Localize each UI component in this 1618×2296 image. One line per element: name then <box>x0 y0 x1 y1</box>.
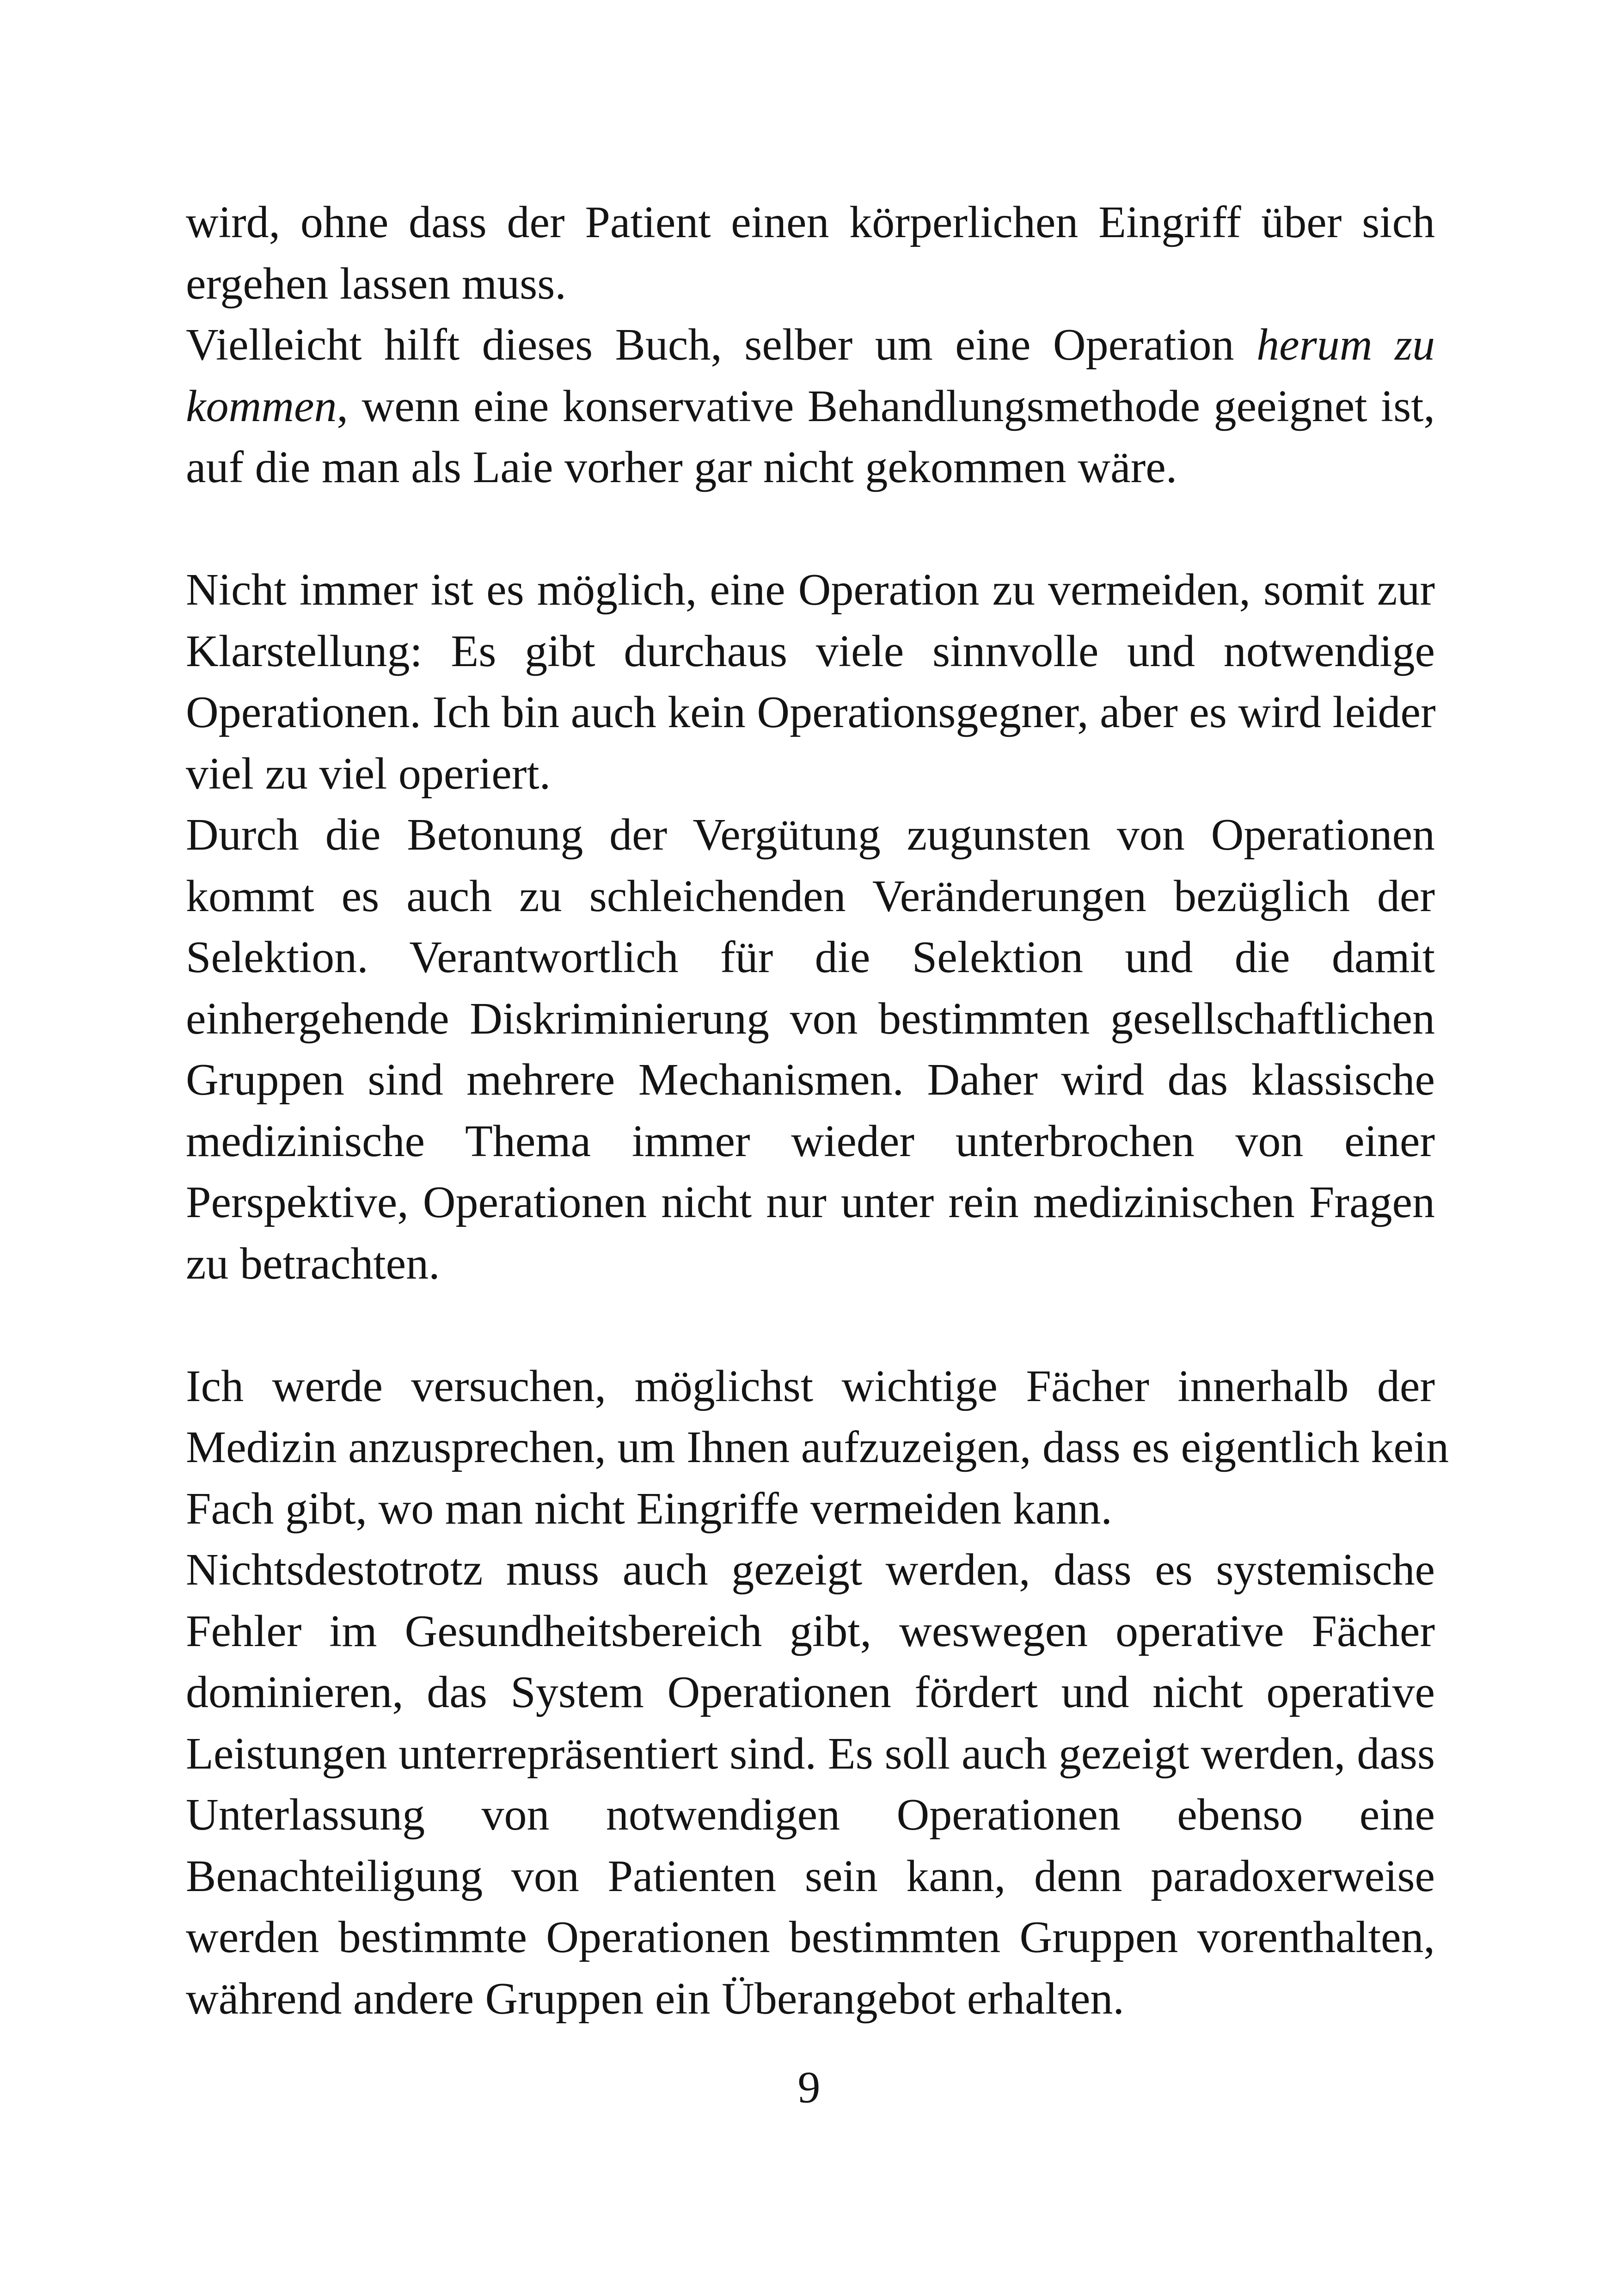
italic-text: kommen <box>186 381 337 431</box>
italic-text: herum zu <box>1256 320 1435 370</box>
text-line: Ich werde versuchen, möglichst wichtige Fächer innerhalb der <box>186 1361 1435 1411</box>
text-line: Durch die Betonung der Vergütung zugunsten von Operationen <box>186 810 1435 860</box>
page-number: 9 <box>797 2063 821 2112</box>
text-line: Operationen. Ich bin auch kein Operationsgegner, aber es wird leider <box>186 687 1436 737</box>
text-line: Benachteiligung von Patienten sein kann, denn paradoxerweise <box>186 1851 1435 1901</box>
body-text <box>186 192 1449 2029</box>
text-line: viel zu viel operiert. <box>186 748 551 799</box>
text-line: Klarstellung: Es gibt durchaus viele sinnvolle und notwendige <box>186 626 1435 676</box>
paragraph-gap <box>186 1294 1435 1356</box>
text-line: zu betrachten. <box>186 1238 440 1289</box>
text-line: während andere Gruppen ein Überangebot erhalten. <box>186 1973 1124 2024</box>
text-segment: , wenn eine konservative Behandlungsmethode geeignet ist, <box>337 381 1435 431</box>
text-line: Unterlassung von notwendigen Operationen ebenso eine <box>186 1790 1435 1840</box>
text-line: dominieren, das System Operationen fördert und nicht operative <box>186 1667 1435 1717</box>
text-line: Nichtsdestotrotz muss auch gezeigt werden, dass es systemische <box>186 1545 1435 1595</box>
text-line: auf die man als Laie vorher gar nicht gekommen wäre. <box>186 442 1177 492</box>
text-line: einhergehende Diskriminierung von bestimmten gesellschaftlichen <box>186 993 1435 1044</box>
text-line: medizinische Thema immer wieder unterbrochen von einer <box>186 1116 1435 1166</box>
text-line <box>186 314 1435 376</box>
text-line: Fehler im Gesundheitsbereich gibt, weswegen operative Fächer <box>186 1606 1435 1656</box>
text-line: Perspektive, Operationen nicht nur unter rein medizinischen Fragen <box>186 1177 1435 1227</box>
text-line: Nicht immer ist es möglich, eine Operation zu vermeiden, somit zur <box>186 565 1435 615</box>
text-line: Medizin anzusprechen, um Ihnen aufzuzeigen, dass es eigentlich kein <box>186 1422 1449 1472</box>
text-line <box>186 376 1435 437</box>
text-segment: Vielleicht hilft dieses Buch, selber um eine Operation <box>186 320 1234 370</box>
text-line: kommt es auch zu schleichenden Veränderungen bezüglich der <box>186 871 1435 921</box>
text-line: ergehen lassen muss. <box>186 258 566 309</box>
text-line: Gruppen sind mehrere Mechanismen. Daher wird das klassische <box>186 1055 1435 1105</box>
paragraph-gap <box>186 498 1435 560</box>
text-line: Selektion. Verantwortlich für die Selektion und die damit <box>186 932 1435 982</box>
text-line: werden bestimmte Operationen bestimmten Gruppen vorenthalten, <box>186 1912 1435 1962</box>
text-line: Fach gibt, wo man nicht Eingriffe vermeiden kann. <box>186 1483 1112 1534</box>
text-line: wird, ohne dass der Patient einen körperlichen Eingriff über sich <box>186 197 1435 247</box>
text-line: Leistungen unterrepräsentiert sind. Es soll auch gezeigt werden, dass <box>186 1728 1435 1779</box>
